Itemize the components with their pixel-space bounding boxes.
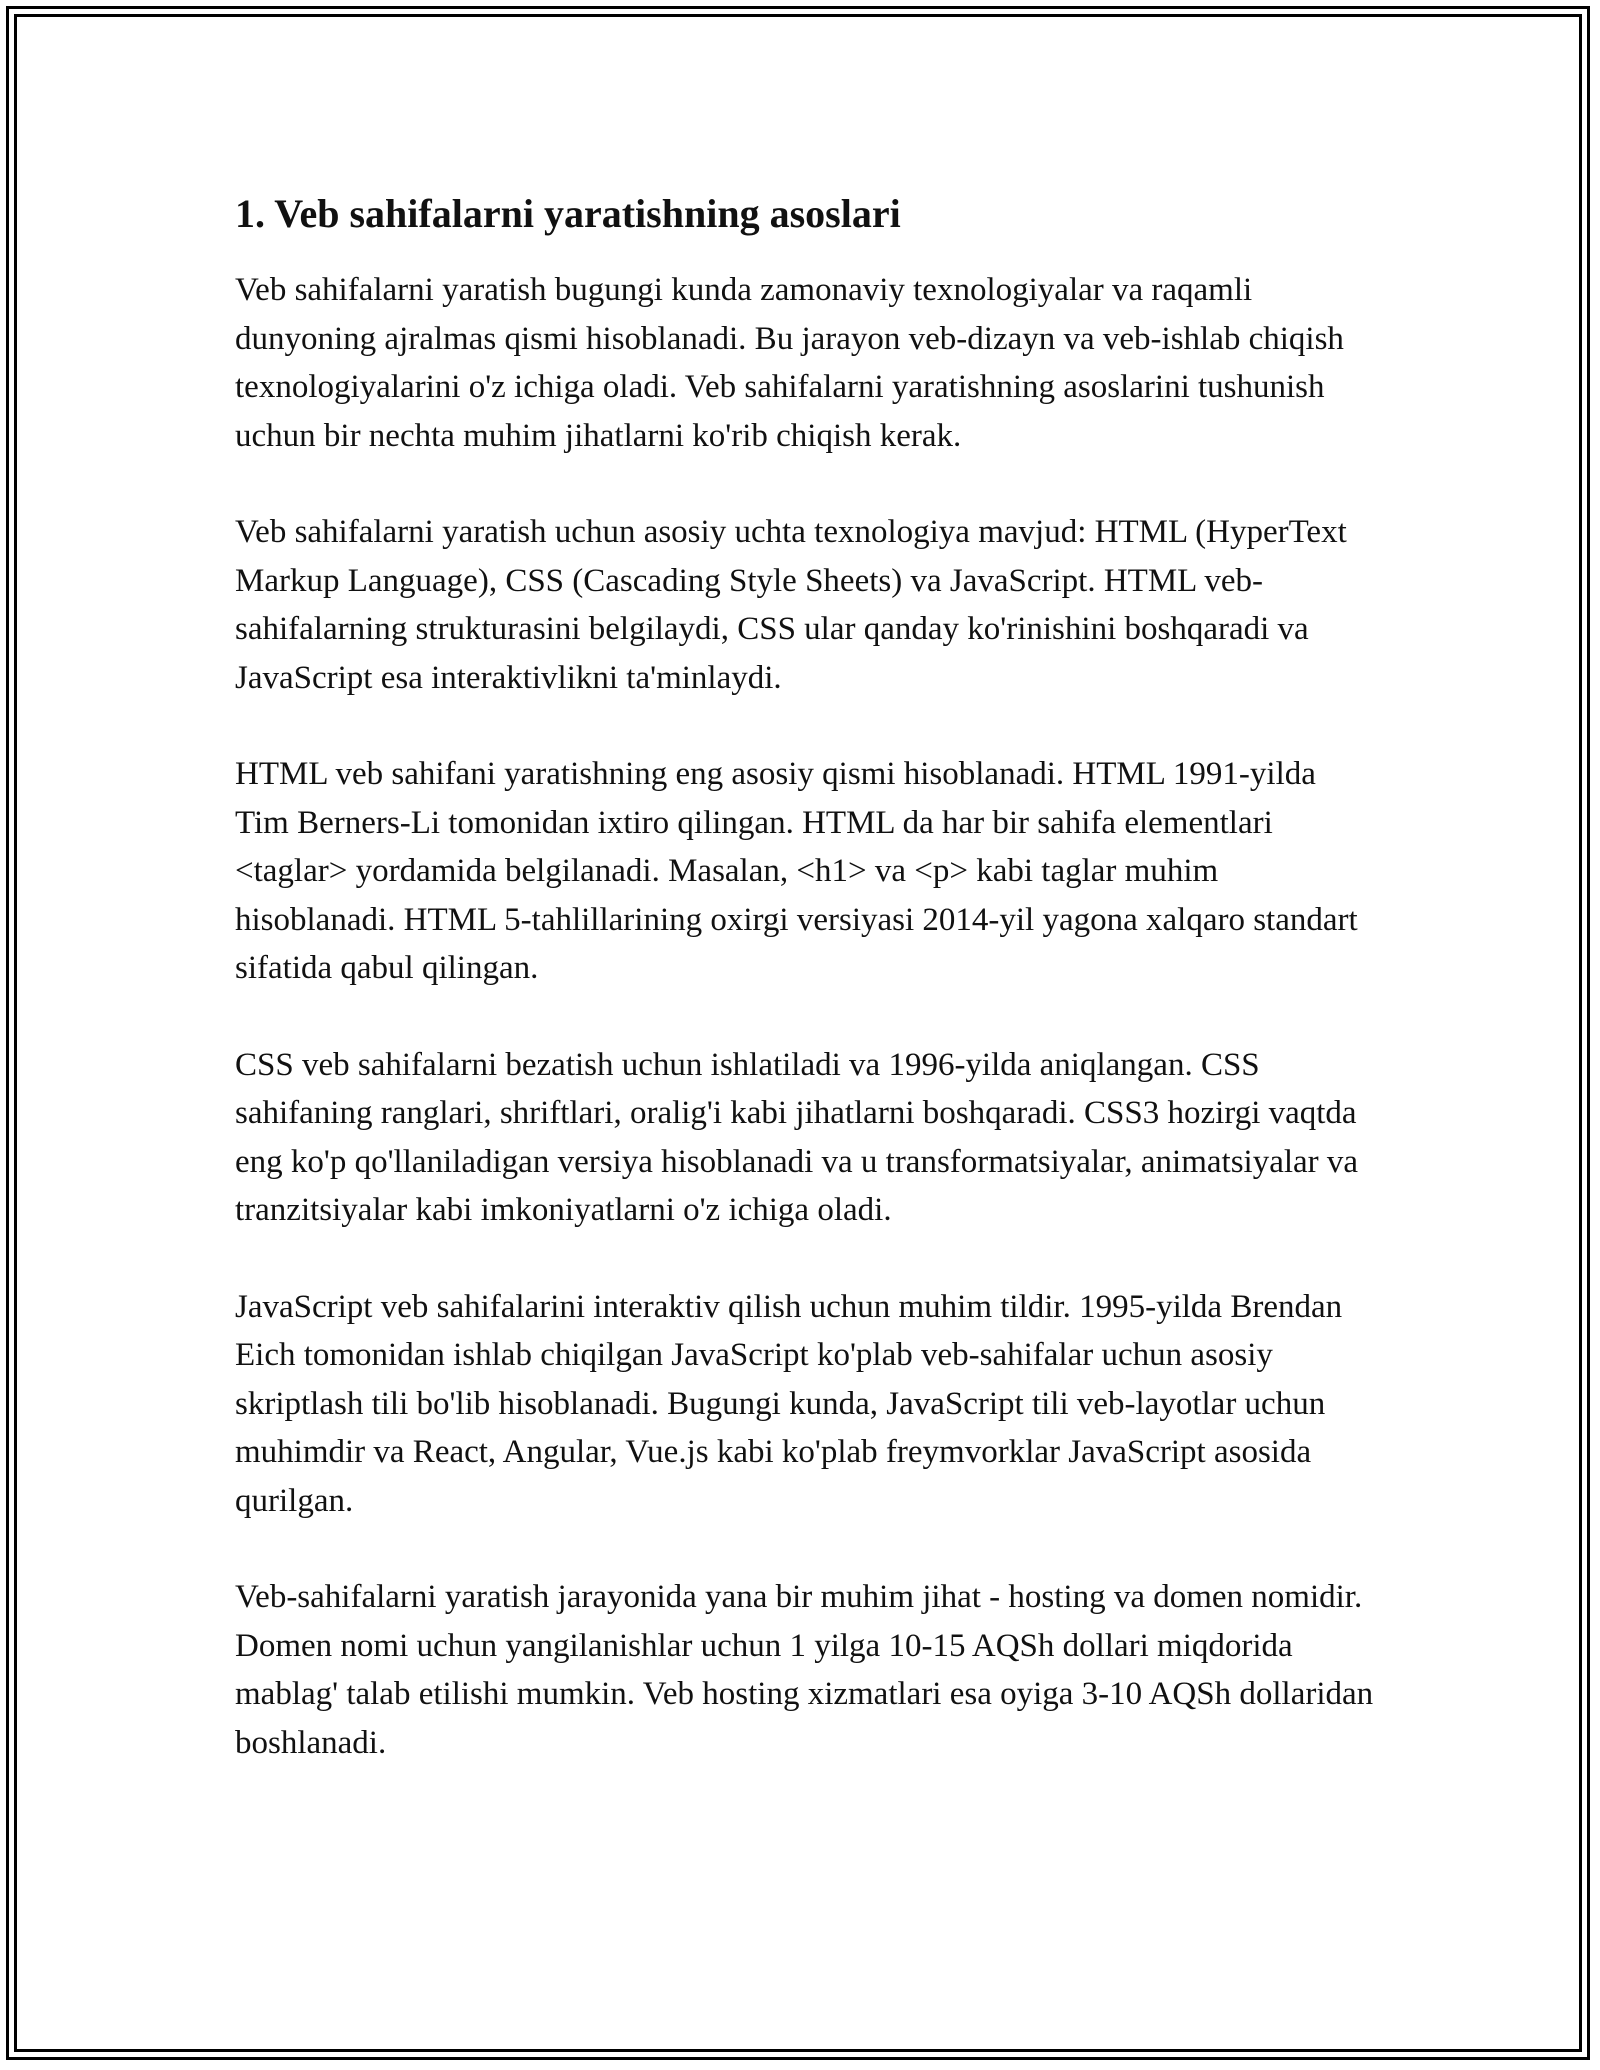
paragraph-technologies: Veb sahifalarni yaratish uchun asosiy uchta texnologiya mavjud: HTML (HyperText Markup Language), CSS (Cascading Style Sheets) va JavaScript. HTML veb-sahifalarning strukturasini belgilaydi, CSS ular qanday ko'rinishini boshqaradi va JavaScript esa interaktivlikni ta'minlaydi.: [235, 514, 1347, 696]
paragraph-javascript: JavaScript veb sahifalarini interaktiv qilish uchun muhim tildir. 1995-yilda Brendan Eich tomonidan ishlab chiqilgan JavaScript ko'plab veb-sahifalar uchun asosiy skriptlash tili bo'lib hisoblanadi. Bugungi kunda, JavaScript tili veb-layotlar uchun muhimdir va React, Angular, Vue.js kabi ko'plab freymvorklar JavaScript asosida qurilgan.: [235, 1288, 1343, 1519]
document-body: [235, 186, 1375, 1815]
paragraph-hosting: Veb-sahifalarni yaratish jarayonida yana bir muhim jihat - hosting va domen nomidir. Domen nomi uchun yangilanishlar uchun 1 yilga 10-15 AQSh dollari miqdorida mablag' talab etilishi mumkin. Veb hosting xizmatlari esa oyiga 3-10 AQSh dollaridan boshlanadi.: [235, 1579, 1374, 1761]
paragraph-css: CSS veb sahifalarni bezatish uchun ishlatiladi va 1996-yilda aniqlangan. CSS sahifaning ranglari, shriftlari, oralig'i kabi jihatlarni boshqaradi. CSS3 hozirgi vaqtda eng ko'p qo'llaniladigan versiya hisoblanadi va u transformatsiyalar, animatsiyalar va tranzitsiyalar kabi imkoniyatlarni o'z ichiga oladi.: [235, 1046, 1359, 1228]
section-heading: 1. Veb sahifalarni yaratishning asoslari: [235, 191, 901, 236]
paragraph-html: HTML veb sahifani yaratishning eng asosiy qismi hisoblanadi. HTML 1991-yilda Tim Berners-Li tomonidan ixtiro qilingan. HTML da har bir sahifa elementlari <taglar> yordamida belgilanadi. Masalan, <h1> va <p> kabi taglar muhim hisoblanadi. HTML 5-tahlillarining oxirgi versiyasi 2014-yil yagona xalqaro standart sifatida qabul qilingan.: [235, 756, 1358, 986]
paragraph-intro: Veb sahifalarni yaratish bugungi kunda zamonaviy texnologiyalar va raqamli dunyoning ajralmas qismi hisoblanadi. Bu jarayon veb-dizayn va veb-ishlab chiqish texnologiyalarini o'z ichiga oladi. Veb sahifalarni yaratishning asoslarini tushunish uchun bir nechta muhim jihatlarni ko'rib chiqish kerak.: [235, 272, 1344, 454]
